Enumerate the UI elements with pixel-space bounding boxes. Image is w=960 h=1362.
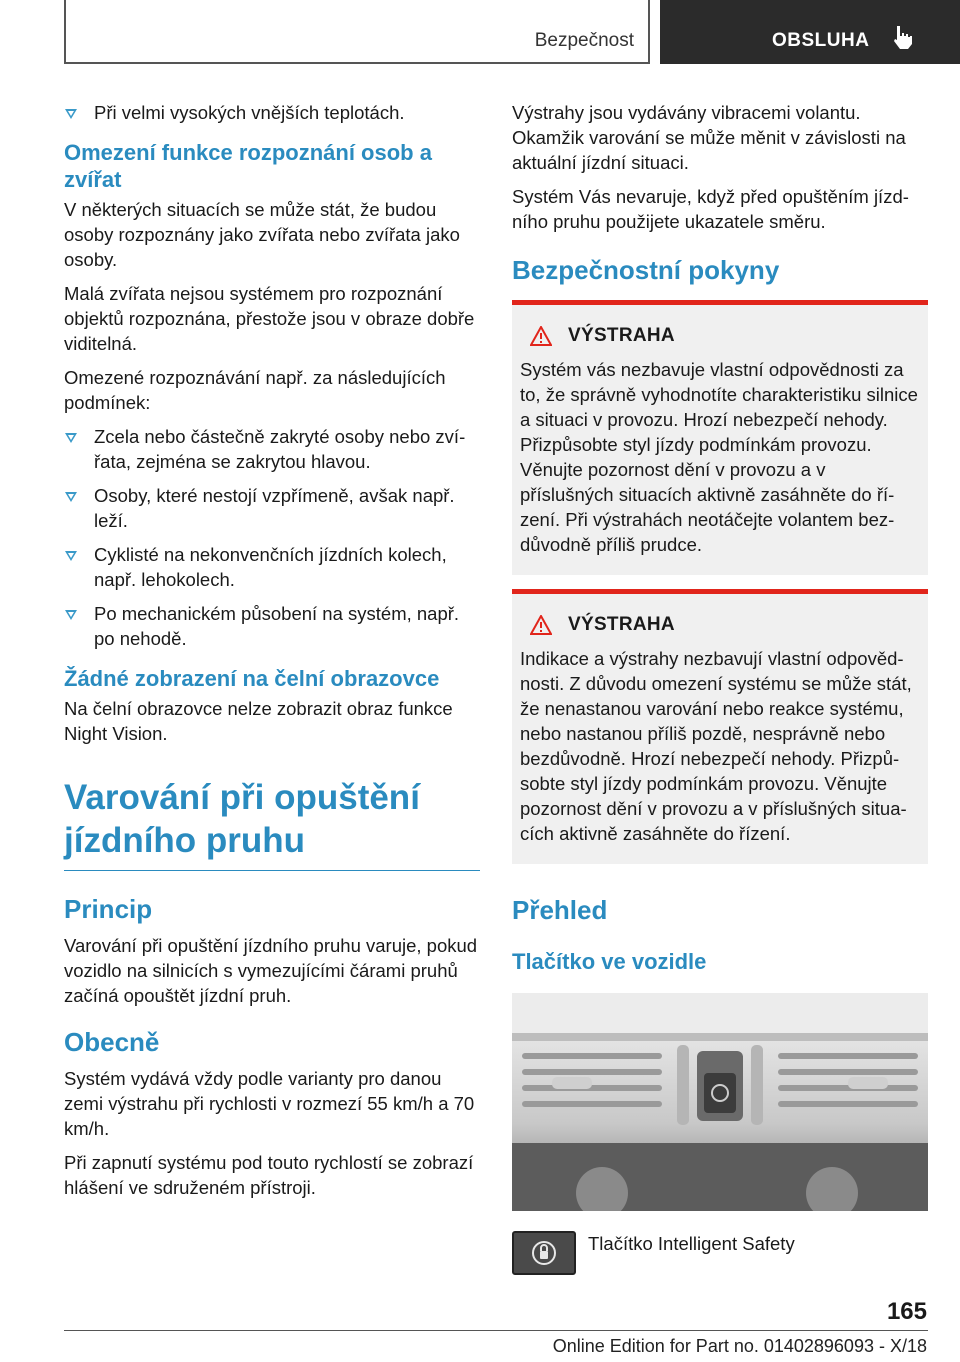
- heading-lane-departure: Varování při opuštění jízdního pruhu: [64, 776, 480, 871]
- bullet-list-top: [64, 100, 480, 125]
- footer-edition: Online Edition for Part no. 01402896093 - X/18: [552, 1336, 927, 1356]
- intelligent-safety-button-icon: [512, 1231, 576, 1275]
- list-item: Při velmi vysokých vnějších teplotách.: [64, 100, 480, 125]
- paragraph: Na čelní obrazovce nelze zobrazit obraz funkce Night Vision.: [64, 698, 453, 744]
- warning-triangle-icon: [530, 326, 552, 346]
- list-item: Zcela nebo částečně zakryté osoby nebo zvířata, zejména se zakrytou hlavou.: [64, 424, 480, 474]
- header-chapter: OBSLUHA: [772, 30, 870, 51]
- paragraph: Varování při opuštění jízdního pruhu varuje, pokud vozidlo na silnicích s vymezujícími čárami pruhů začíná opouštět jízdní pruh.: [64, 935, 478, 1006]
- right-column: [512, 100, 928, 1275]
- heading-button: Tlačítko ve vozidle: [512, 949, 707, 974]
- header-chapter-tab: [660, 0, 960, 64]
- list-item: Po mechanickém působení na systém, např. po nehodě.: [64, 601, 480, 651]
- triangle-bullet-icon: [65, 492, 77, 502]
- paragraph: Při zapnutí systému pod touto rychlostí se zobrazí hlášení ve sdruženém přístroji.: [64, 1152, 474, 1198]
- heading-limitation: Omezení funkce rozpoznání osob a zvířat: [64, 140, 432, 192]
- caption-text: Tlačítko Intelligent Safety: [588, 1233, 795, 1254]
- warning-text: Systém vás nezbavuje vlastní odpovědnosti za to, že správně vyhodnotíte charakteristiku silnice a situaci v provozu. Hrozí nebezpečí nehody. Přizpůsobte styl jízdy podmínkám provozu. Věnujte pozornost dění v provozu a v příslušných situacích aktivně zasáhněte do řízení. Při výstrahách neotáčejte volantem bezdůvodně příliš prudce.: [520, 359, 918, 555]
- paragraph: V některých situacích se může stát, že budou osoby rozpoznány jako zvířata nebo zvířata jako osoby.: [64, 199, 460, 270]
- warning-box: [512, 300, 928, 575]
- header-section-box: [64, 0, 650, 64]
- heading-overview: Přehled: [512, 895, 608, 925]
- paragraph: Omezené rozpoznávání např. za následujících podmínek:: [64, 367, 446, 413]
- heading-hud: Žádné zobrazení na čelní obrazovce: [64, 666, 440, 691]
- paragraph: Výstrahy jsou vydávány vibracemi volantu. Okamžik varování se může měnit v závislosti na aktuální jízdní situaci.: [512, 102, 906, 173]
- hand-pointer-icon: [892, 24, 914, 50]
- warning-triangle-icon: [530, 615, 552, 635]
- triangle-bullet-icon: [65, 433, 77, 443]
- left-column: [64, 100, 480, 1209]
- bullet-list-conditions: [64, 424, 480, 651]
- heading-principle: Princip: [64, 894, 153, 924]
- figure-caption: [512, 1231, 928, 1275]
- triangle-bullet-icon: [65, 610, 77, 620]
- heading-general: Obecně: [64, 1027, 160, 1057]
- heading-safety: Bezpečnostní pokyny: [512, 255, 780, 285]
- header-section: Bezpečnost: [534, 30, 634, 51]
- paragraph: Systém Vás nevaruje, když před opuštěním jízdního pruhu použijete ukazatele směru.: [512, 186, 909, 232]
- triangle-bullet-icon: [65, 109, 77, 119]
- paragraph: Malá zvířata nejsou systémem pro rozpoznání objektů rozpoznána, přestože jsou v obraze dobře viditelná.: [64, 283, 475, 354]
- warning-title: VÝSTRAHA: [568, 325, 675, 346]
- dashboard-vents-illustration: [512, 993, 928, 1211]
- page-number: 165: [886, 1298, 927, 1325]
- list-item: Cyklisté na nekonvenčních jízdních kolech, např. lehokolech.: [64, 542, 480, 592]
- paragraph: Systém vydává vždy podle varianty pro danou zemi výstrahu při rychlosti v rozmezí 55 km/h a 70 km/h.: [64, 1068, 475, 1139]
- triangle-bullet-icon: [65, 551, 77, 561]
- warning-text: Indikace a výstrahy nezbavují vlastní odpovědnosti. Z důvodu omezení systému se může stát, že nenastanou varování nebo reakce systému, nebo nastanou příliš pozdě, nesprávně nebo bezdůvodně. Hrozí nebezpečí nehody. Přizpůsobte styl jízdy podmínkám provozu. Věnujte pozornost dění v provozu a v příslušných situacích aktivně zasáhněte do řízení.: [520, 648, 912, 844]
- warning-box: [512, 589, 928, 864]
- list-item: Osoby, které nestojí vzpřímeně, avšak např. leží.: [64, 483, 480, 533]
- warning-title: VÝSTRAHA: [568, 614, 675, 635]
- footer-divider: [64, 1330, 928, 1331]
- dashboard-photo: [512, 993, 928, 1211]
